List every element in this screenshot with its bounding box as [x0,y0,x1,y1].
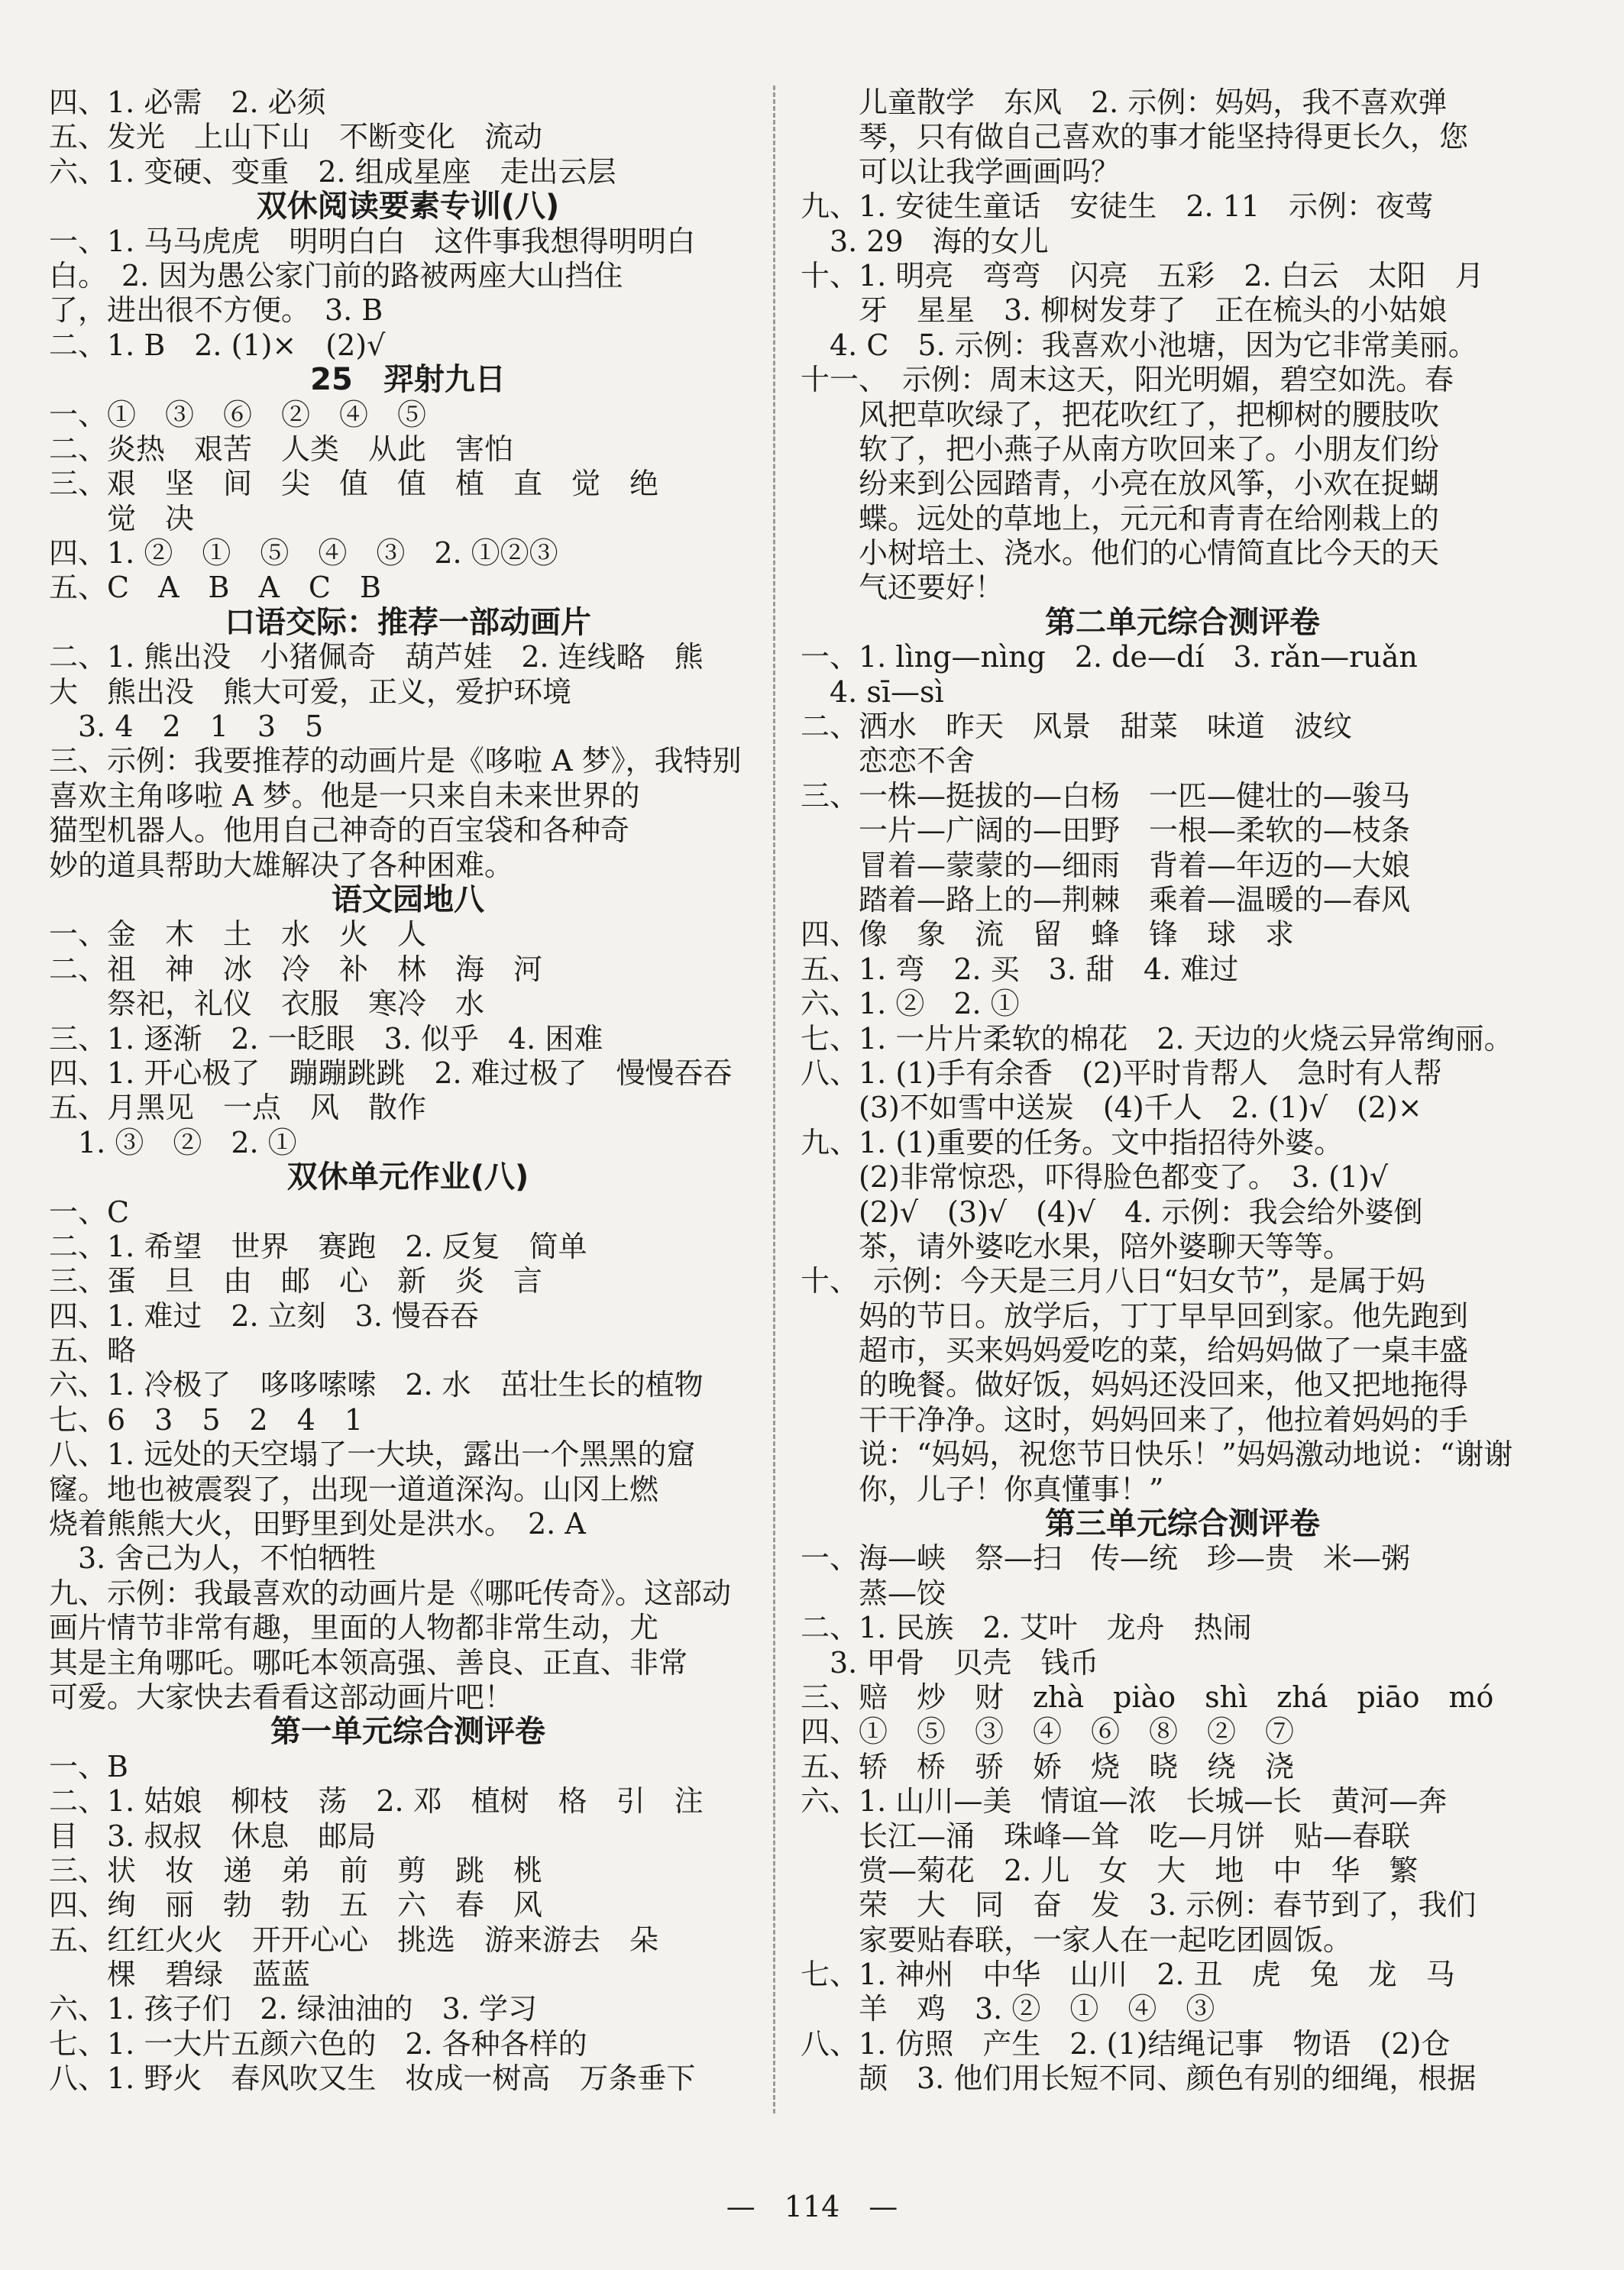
section-heading: 第二单元综合测评卷 [1045,605,1320,640]
answer-line: 大 熊出没 熊大可爱，正义，爱护环境 [49,674,572,709]
answer-line: 窿。地也被震裂了，出现一道道深沟。山冈上燃 [49,1472,659,1506]
answer-line: 五、月黑见 一点 风 散作 [49,1091,427,1125]
answer-line: 八、1. 野火 春风吹又生 妆成一树高 万条垂下 [49,2061,696,2096]
answer-line: 七、6 3 5 2 4 1 [49,1402,364,1437]
answer-line: 3. 舍己为人，不怕牺牲 [49,1541,377,1576]
answer-line: 冒着—蒙蒙的—细雨 背着—年迈的—大娘 [801,848,1411,882]
answer-line: 牙 星星 3. 柳树发芽了 正在梳头的小姑娘 [801,293,1448,328]
answer-line: 七、1. 一大片五颜六色的 2. 各种各样的 [49,2026,587,2061]
answer-line: 目 3. 叔叔 休息 邮局 [49,1819,377,1853]
answer-line: 可爱。大家快去看看这部动画片吧！ [49,1680,514,1714]
answer-line: 五、红红火火 开开心心 挑选 游来游去 朵 [49,1922,659,1957]
answer-line: 恋恋不舍 [801,744,975,778]
section-heading: 25 羿射九日 [310,363,506,398]
answer-line: 三、一株—挺拔的—白杨 一匹—健壮的—骏马 [801,778,1411,813]
answer-line: 四、绚 丽 勃 勃 五 六 春 风 [49,1888,543,1922]
answer-line: 十、1. 明亮 弯弯 闪亮 五彩 2. 白云 太阳 月 [801,258,1484,293]
answer-line: 茶，请外婆吃水果，陪外婆聊天等等。 [801,1229,1353,1263]
answer-line: 3. 4 2 1 3 5 [49,710,324,744]
answer-line: 一、B [49,1749,128,1783]
answer-line: 棵 碧绿 蓝蓝 [49,1958,311,1992]
answer-line: 四、1. ② ① ⑤ ④ ③ 2. ①②③ [49,536,558,571]
answer-line: 六、1. 山川—美 情谊—浓 长城—长 黄河—奔 [801,1784,1448,1819]
answer-line: 一、① ③ ⑥ ② ④ ⑤ [49,397,427,432]
answer-line: 三、状 妆 递 弟 前 剪 跳 桃 [49,1853,543,1887]
right-column [801,86,1564,2097]
answer-line: 画片情节非常有趣，里面的人物都非常生动，尤 [49,1611,659,1645]
answer-line: 一、C [49,1195,130,1229]
answer-line: 八、1. (1)手有余香 (2)平时肯帮人 急时有人帮 [801,1056,1442,1090]
answer-line: 三、艰 坚 间 尖 值 值 植 直 觉 绝 [49,467,659,501]
section-heading: 语文园地八 [332,882,484,917]
answer-line: 妈的节日。放学后，丁丁早早回到家。他先跑到 [801,1298,1469,1333]
section-heading: 第三单元综合测评卷 [1045,1507,1320,1542]
answer-line: 二、1. 民族 2. 艾叶 龙舟 热闹 [801,1611,1252,1645]
answer-line: 五、C A B A C B [49,571,381,605]
answer-line: 三、1. 逐渐 2. 一眨眼 3. 似乎 4. 困难 [49,1021,603,1056]
answer-line: 八、1. 远处的天空塌了一大块，露出一个黑黑的窟 [49,1437,696,1472]
answer-line: 九、1. (1)重要的任务。文中指招待外婆。 [801,1125,1344,1159]
answer-line: 六、1. ② 2. ① [801,987,1020,1021]
answer-line: 七、1. 神州 中华 山川 2. 丑 虎 兔 龙 马 [801,1958,1455,1992]
answer-line: 觉 决 [49,501,195,535]
answer-line: 猫型机器人。他用自己神奇的百宝袋和各种奇 [49,813,630,848]
answer-line: 蝶。远处的草地上，元元和青青在给刚栽上的 [801,501,1440,535]
answer-line: 超市，买来妈妈爱吃的菜，给妈妈做了一桌丰盛 [801,1334,1469,1368]
answer-line: 说：“妈妈，祝您节日快乐！”妈妈激动地说：“谢谢 [801,1437,1513,1472]
answer-line: 蒸—饺 [801,1576,946,1610]
answer-line: 五、发光 上山下山 不断变化 流动 [49,120,543,154]
answer-line: 五、1. 弯 2. 买 3. 甜 4. 难过 [801,952,1239,986]
answer-line: 家要贴春联，一家人在一起吃团圆饭。 [801,1922,1353,1957]
answer-line: 三、赔 炒 财 zhà piào shì zhá piāo mó [801,1680,1494,1714]
answer-line: 其是主角哪吒。哪吒本领高强、善良、正直、非常 [49,1645,688,1680]
answer-line: 六、1. 冷极了 哆哆嗦嗦 2. 水 茁壮生长的植物 [49,1368,704,1402]
answer-line: 祭祀，礼仪 衣服 寒冷 水 [49,987,485,1021]
answer-line: 十一、 示例：周末这天，阳光明媚，碧空如洗。春 [801,363,1454,397]
answer-line: 四、① ⑤ ③ ④ ⑥ ⑧ ② ⑦ [801,1715,1295,1749]
answer-line: (2)非常惊恐，吓得脸色都变了。 3. (1)√ [801,1160,1389,1195]
answer-line: 八、1. 仿照 产生 2. (1)结绳记事 物语 (2)仓 [801,2026,1451,2061]
answer-line: 六、1. 孩子们 2. 绿油油的 3. 学习 [49,1992,538,2026]
answer-line: 二、1. 希望 世界 赛跑 2. 反复 简单 [49,1229,587,1263]
answer-line: 干干净净。这时，妈妈回来了，他拉着妈妈的手 [801,1402,1469,1437]
answer-line: 五、轿 桥 骄 娇 烧 晓 绕 浇 [801,1749,1295,1783]
answer-line: 五、略 [49,1334,137,1368]
answer-line: 荣 大 同 奋 发 3. 示例：春节到了，我们 [801,1888,1477,1922]
answer-line: 琴，只有做自己喜欢的事才能坚持得更长久，您 [801,120,1469,154]
answer-line: 气还要好！ [801,571,1004,605]
answer-line: (2)√ (3)√ (4)√ 4. 示例：我会给外婆倒 [801,1195,1423,1229]
answer-line: 赏—菊花 2. 儿 女 大 地 中 华 繁 [801,1853,1419,1887]
answer-line: 3. 甲骨 贝壳 钱币 [801,1645,1099,1680]
column-divider [773,86,775,2113]
answer-line: 一、金 木 土 水 火 人 [49,917,427,952]
answer-line: 二、1. 熊出没 小猪佩奇 葫芦娃 2. 连线略 熊 [49,640,704,674]
answer-line: 二、洒水 昨天 风景 甜菜 味道 波纹 [801,710,1353,744]
answer-line: (3)不如雪中送炭 (4)千人 2. (1)√ (2)× [801,1091,1422,1125]
answer-line: 喜欢主角哆啦 A 梦。他是一只来自未来世界的 [49,778,640,813]
answer-line: 四、像 象 流 留 蜂 锋 球 求 [801,917,1295,952]
answer-line: 小树培土、浇水。他们的心情简直比今天的天 [801,536,1440,571]
answer-line: 长江—涌 珠峰—耸 吃—月饼 贴—春联 [801,1819,1411,1853]
answer-line: 颉 3. 他们用长短不同、颜色有别的细绳，根据 [801,2061,1477,2096]
page-number: — 114 — [726,2190,898,2223]
answer-line: 三、示例：我要推荐的动画片是《哆啦 A 梦》，我特别 [49,744,742,778]
answer-line: 可以让我学画画吗？ [801,154,1121,189]
answer-line: 纷来到公园踏青，小亮在放风筝，小欢在捉蝴 [801,467,1440,501]
section-heading: 第一单元综合测评卷 [270,1715,545,1750]
answer-line: 一片—广阔的—田野 一根—柔软的—枝条 [801,813,1411,848]
answer-line: 六、1. 变硬、变重 2. 组成星座 走出云层 [49,154,616,189]
answer-line: 三、蛋 旦 由 邮 心 新 炎 言 [49,1264,543,1298]
answer-line: 十、 示例：今天是三月八日“妇女节”，是属于妈 [801,1264,1425,1298]
answer-line: 二、炎热 艰苦 人类 从此 害怕 [49,432,514,466]
left-column [49,86,767,2097]
answer-line: 七、1. 一片片柔软的棉花 2. 天边的火烧云异常绚丽。 [801,1021,1513,1056]
answer-line: 二、1. 姑娘 柳枝 荡 2. 邓 植树 格 引 注 [49,1784,704,1819]
answer-line: 了，进出很不方便。 3. B [49,293,383,328]
answer-line: 的晚餐。做好饭，妈妈还没回来，他又把地拖得 [801,1368,1469,1402]
answer-line: 二、祖 神 冰 冷 补 林 海 河 [49,952,543,986]
section-heading: 双休阅读要素专训(八) [256,189,560,225]
answer-line: 羊 鸡 3. ② ① ④ ③ [801,1992,1215,2026]
answer-line: 风把草吹绿了，把花吹红了，把柳树的腰肢吹 [801,397,1440,432]
answer-line: 四、1. 开心极了 蹦蹦跳跳 2. 难过极了 慢慢吞吞 [49,1056,733,1090]
answer-line: 烧着熊熊大火，田野里到处是洪水。 2. A [49,1507,586,1541]
answer-line: 九、示例：我最喜欢的动画片是《哪吒传奇》。这部动 [49,1576,732,1610]
answer-line: 软了，把小燕子从南方吹回来了。小朋友们纷 [801,432,1440,466]
answer-line: 踏着—路上的—荆棘 乘着—温暖的—春风 [801,882,1411,917]
section-heading: 口语交际：推荐一部动画片 [225,605,591,640]
answer-line: 一、1. lìng—nìng 2. de—dí 3. rǎn—ruǎn [801,640,1418,674]
answer-line: 4. C 5. 示例：我喜欢小池塘，因为它非常美丽。 [801,328,1477,362]
section-heading: 双休单元作业(八) [286,1160,529,1195]
answer-line: 妙的道具帮助大雄解决了各种困难。 [49,848,514,882]
answer-line: 九、1. 安徒生童话 安徒生 2. 11 示例：夜莺 [801,189,1435,224]
answer-line: 一、1. 马马虎虎 明明白白 这件事我想得明明白 [49,224,696,258]
answer-line: 儿童散学 东风 2. 示例：妈妈，我不喜欢弹 [801,86,1448,119]
answer-line: 4. sī—sì [801,674,944,709]
answer-line: 四、1. 必需 2. 必须 [49,86,326,119]
answer-line: 你，儿子！你真懂事！” [801,1472,1164,1506]
answer-line: 二、1. B 2. (1)× (2)√ [49,328,386,362]
answer-line: 3. 29 海的女儿 [801,224,1049,258]
answer-line: 一、海—峡 祭—扫 传—统 珍—贵 米—粥 [801,1541,1411,1576]
answer-line: 1. ③ ② 2. ① [49,1125,297,1159]
answer-line: 白。 2. 因为愚公家门前的路被两座大山挡住 [49,258,623,293]
answer-line: 四、1. 难过 2. 立刻 3. 慢吞吞 [49,1298,480,1333]
